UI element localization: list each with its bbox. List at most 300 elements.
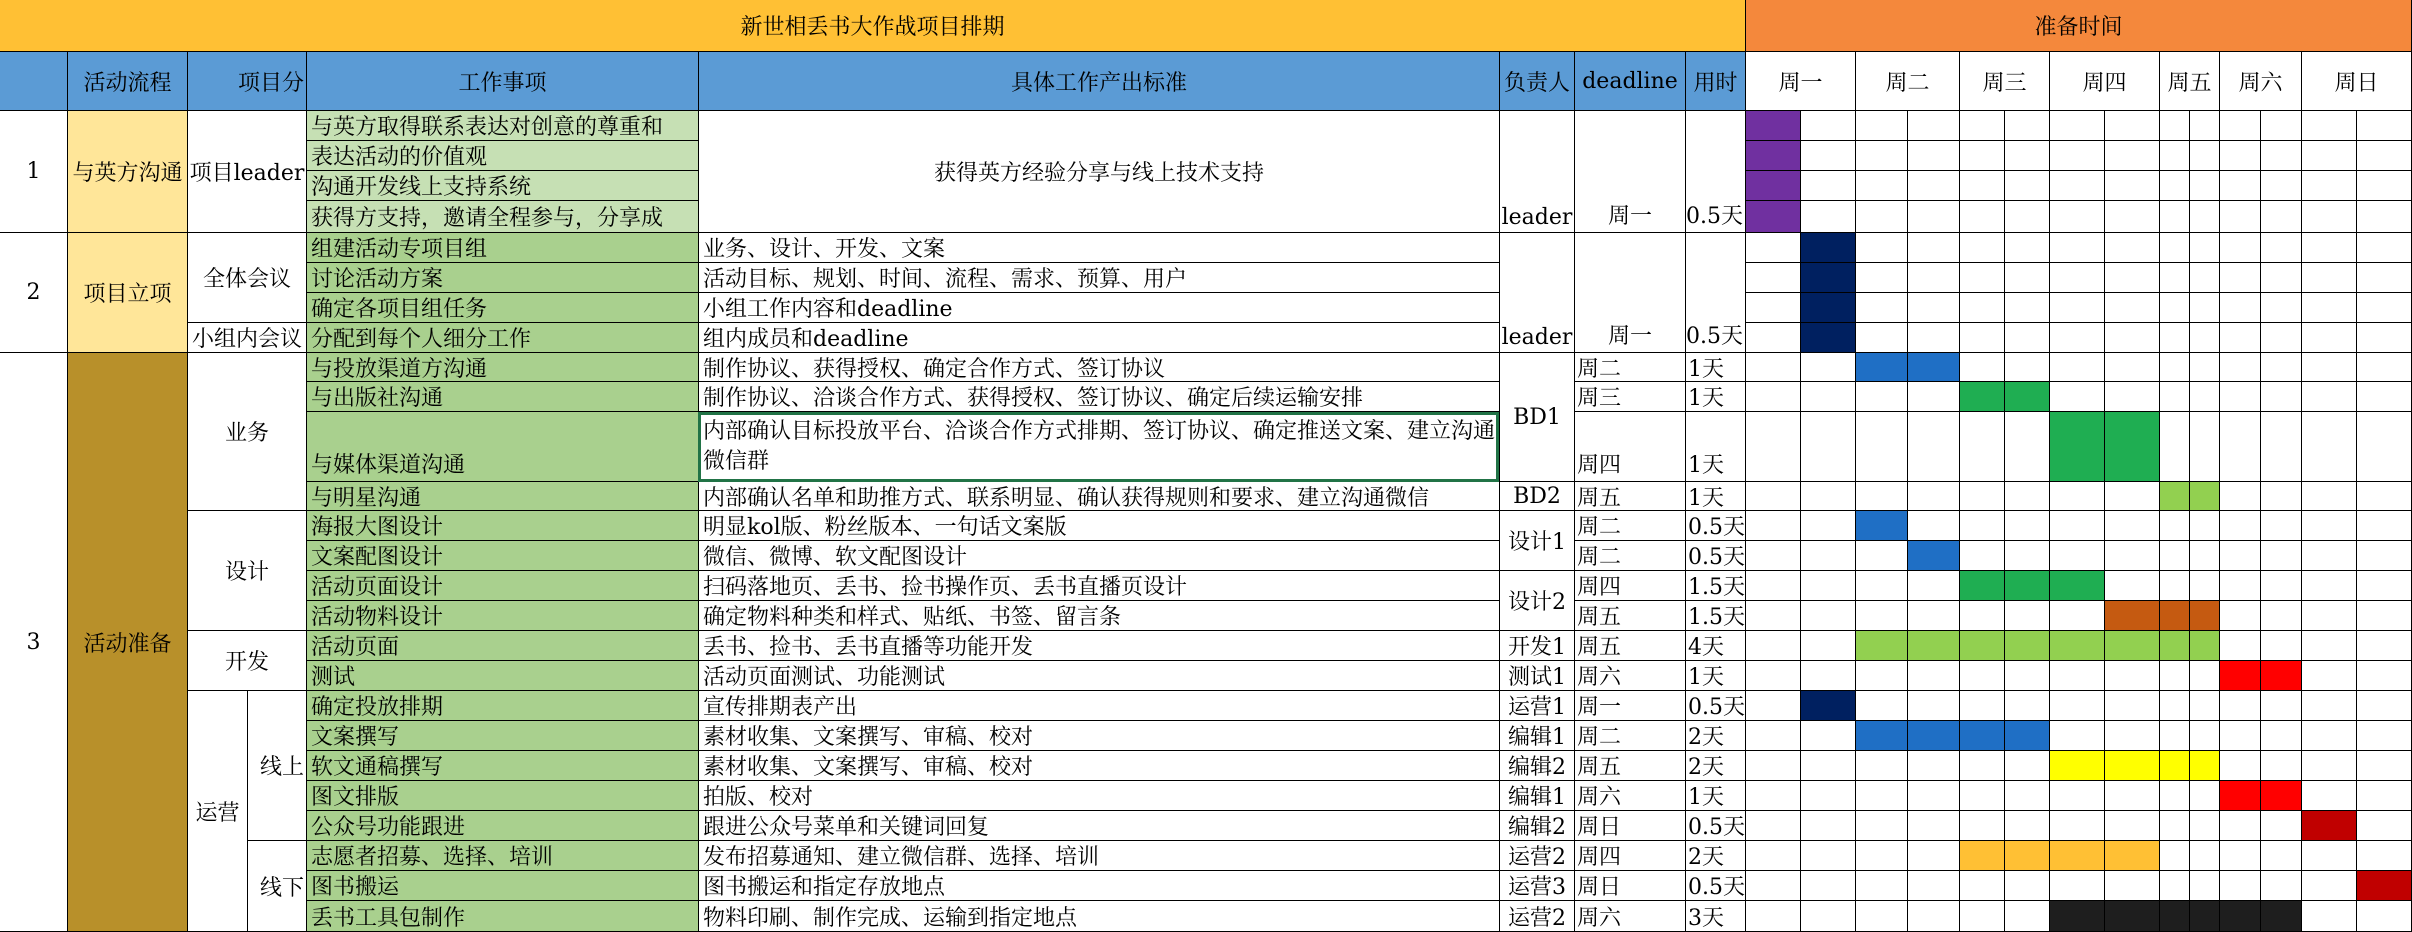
- gantt-bar-row-16[interactable]: [2105, 601, 2160, 631]
- gantt-cell[interactable]: [2105, 353, 2160, 382]
- gantt-cell[interactable]: [2261, 171, 2302, 201]
- header-day-3[interactable]: 周三: [1960, 52, 2050, 111]
- cell-standard-row-7[interactable]: 小组工作内容和deadline: [699, 293, 1500, 323]
- gantt-cell[interactable]: [1908, 382, 1960, 412]
- stage-2-name[interactable]: 项目立项: [68, 233, 188, 353]
- cell-duration-row-9[interactable]: 1天: [1686, 353, 1746, 382]
- cell-standard-row-16[interactable]: 确定物料种类和样式、贴纸、书签、留言条: [699, 601, 1500, 631]
- header-flow[interactable]: 活动流程: [68, 52, 188, 111]
- gantt-cell[interactable]: [1746, 901, 1801, 932]
- gantt-cell[interactable]: [2105, 233, 2160, 263]
- cell-standard-row-12[interactable]: 内部确认名单和助推方式、联系明显、确认获得规则和要求、建立沟通微信: [699, 482, 1500, 511]
- gantt-cell[interactable]: [1960, 323, 2005, 353]
- gantt-cell[interactable]: [2050, 263, 2105, 293]
- gantt-cell[interactable]: [2302, 721, 2357, 751]
- cell-task-row-23[interactable]: 公众号功能跟进: [307, 811, 699, 841]
- cell-standard-row-21[interactable]: 素材收集、文案撰写、审稿、校对: [699, 751, 1500, 781]
- gantt-cell[interactable]: [2357, 541, 2412, 571]
- gantt-cell[interactable]: [2160, 111, 2190, 141]
- gantt-cell[interactable]: [1801, 901, 1856, 932]
- cell-duration-row-26[interactable]: 3天: [1686, 901, 1746, 932]
- gantt-cell[interactable]: [2005, 171, 2050, 201]
- gantt-cell[interactable]: [1908, 571, 1960, 601]
- gantt-cell[interactable]: [2302, 901, 2357, 932]
- cell-task-row-14[interactable]: 文案配图设计: [307, 541, 699, 571]
- gantt-cell[interactable]: [1801, 571, 1856, 601]
- cell-deadline-row-11[interactable]: 周四: [1575, 412, 1686, 482]
- cell-duration-row-10[interactable]: 1天: [1686, 382, 1746, 412]
- gantt-bar-row-11[interactable]: [2105, 412, 2160, 482]
- gantt-cell[interactable]: [1856, 482, 1908, 511]
- gantt-cell[interactable]: [2302, 511, 2357, 541]
- gantt-bar-row-24[interactable]: [2105, 841, 2160, 871]
- gantt-cell[interactable]: [1746, 691, 1801, 721]
- gantt-cell[interactable]: [2302, 751, 2357, 781]
- gantt-cell[interactable]: [2220, 482, 2261, 511]
- gantt-cell[interactable]: [1856, 323, 1908, 353]
- gantt-cell[interactable]: [2357, 323, 2412, 353]
- gantt-cell[interactable]: [2302, 631, 2357, 661]
- cell-owner-row-12[interactable]: BD2: [1500, 482, 1575, 511]
- gantt-cell[interactable]: [2105, 293, 2160, 323]
- gantt-cell[interactable]: [1746, 412, 1801, 482]
- category-business[interactable]: 业务: [188, 353, 307, 511]
- cell-deadline-row-25[interactable]: 周日: [1575, 871, 1686, 901]
- gantt-cell[interactable]: [2105, 661, 2160, 691]
- gantt-cell[interactable]: [1746, 541, 1801, 571]
- cell-task-row-3[interactable]: 沟通开发线上支持系统: [307, 171, 699, 201]
- gantt-bar-row-17[interactable]: [1960, 631, 2005, 661]
- cell-duration-row-25[interactable]: 0.5天: [1686, 871, 1746, 901]
- gantt-cell[interactable]: [2261, 353, 2302, 382]
- gantt-cell[interactable]: [1960, 541, 2005, 571]
- gantt-cell[interactable]: [1960, 751, 2005, 781]
- gantt-cell[interactable]: [2261, 541, 2302, 571]
- stage-1-name[interactable]: 与英方沟通: [68, 111, 188, 233]
- gantt-bar-row-19[interactable]: [1801, 691, 1856, 721]
- gantt-cell[interactable]: [2190, 141, 2220, 171]
- cell-task-row-20[interactable]: 文案撰写: [307, 721, 699, 751]
- cell-owner-row-20[interactable]: 编辑1: [1500, 721, 1575, 751]
- gantt-cell[interactable]: [1856, 201, 1908, 233]
- gantt-cell[interactable]: [1856, 233, 1908, 263]
- gantt-cell[interactable]: [1801, 721, 1856, 751]
- gantt-bar-row-7[interactable]: [1801, 293, 1856, 323]
- gantt-cell[interactable]: [1908, 661, 1960, 691]
- gantt-bar-row-18[interactable]: [2261, 661, 2302, 691]
- gantt-cell[interactable]: [2105, 141, 2160, 171]
- gantt-cell[interactable]: [2220, 111, 2261, 141]
- gantt-cell[interactable]: [1908, 111, 1960, 141]
- cell-owner-row-23[interactable]: 编辑2: [1500, 811, 1575, 841]
- gantt-cell[interactable]: [2050, 811, 2105, 841]
- gantt-cell[interactable]: [1746, 601, 1801, 631]
- gantt-cell[interactable]: [2005, 871, 2050, 901]
- gantt-cell[interactable]: [2105, 811, 2160, 841]
- gantt-bar-row-23[interactable]: [2302, 811, 2357, 841]
- cell-duration-row-15[interactable]: 1.5天: [1686, 571, 1746, 601]
- gantt-cell[interactable]: [2005, 901, 2050, 932]
- gantt-cell[interactable]: [2302, 171, 2357, 201]
- gantt-cell[interactable]: [2302, 293, 2357, 323]
- gantt-cell[interactable]: [1801, 871, 1856, 901]
- gantt-bar-row-1[interactable]: [1746, 111, 1801, 141]
- gantt-cell[interactable]: [1801, 631, 1856, 661]
- gantt-cell[interactable]: [1801, 482, 1856, 511]
- gantt-cell[interactable]: [2190, 871, 2220, 901]
- cell-task-row-2[interactable]: 表达活动的价值观: [307, 141, 699, 171]
- gantt-cell[interactable]: [2220, 631, 2261, 661]
- cell-duration-row-23[interactable]: 0.5天: [1686, 811, 1746, 841]
- gantt-cell[interactable]: [1856, 841, 1908, 871]
- gantt-cell[interactable]: [2190, 661, 2220, 691]
- gantt-cell[interactable]: [2190, 293, 2220, 323]
- gantt-cell[interactable]: [2357, 661, 2412, 691]
- cell-deadline-row-9[interactable]: 周二: [1575, 353, 1686, 382]
- gantt-bar-row-26[interactable]: [2160, 901, 2190, 932]
- gantt-cell[interactable]: [2105, 111, 2160, 141]
- header-day-7[interactable]: 周日: [2302, 52, 2412, 111]
- cell-task-row-11[interactable]: 与媒体渠道沟通: [307, 412, 699, 482]
- gantt-bar-row-20[interactable]: [2005, 721, 2050, 751]
- gantt-cell[interactable]: [2160, 293, 2190, 323]
- gantt-cell[interactable]: [1746, 871, 1801, 901]
- gantt-bar-row-14[interactable]: [1908, 541, 1960, 571]
- gantt-cell[interactable]: [2160, 201, 2190, 233]
- gantt-cell[interactable]: [2190, 263, 2220, 293]
- header-duration[interactable]: 用时: [1686, 52, 1746, 111]
- gantt-cell[interactable]: [2105, 721, 2160, 751]
- gantt-cell[interactable]: [1746, 482, 1801, 511]
- gantt-bar-row-22[interactable]: [2220, 781, 2261, 811]
- gantt-cell[interactable]: [2190, 201, 2220, 233]
- cell-task-row-13[interactable]: 海报大图设计: [307, 511, 699, 541]
- cell-task-row-24[interactable]: 志愿者招募、选择、培训: [307, 841, 699, 871]
- gantt-bar-row-21[interactable]: [2190, 751, 2220, 781]
- gantt-cell[interactable]: [2220, 841, 2261, 871]
- gantt-cell[interactable]: [2050, 541, 2105, 571]
- gantt-cell[interactable]: [1960, 412, 2005, 482]
- deadline-leader-1[interactable]: 周一: [1575, 111, 1686, 233]
- gantt-cell[interactable]: [2190, 571, 2220, 601]
- cell-task-row-15[interactable]: 活动页面设计: [307, 571, 699, 601]
- gantt-cell[interactable]: [2220, 353, 2261, 382]
- cell-standard-row-25[interactable]: 图书搬运和指定存放地点: [699, 871, 1500, 901]
- gantt-cell[interactable]: [2050, 871, 2105, 901]
- category-all-meeting[interactable]: 全体会议: [188, 233, 307, 323]
- duration-leader-1[interactable]: 0.5天: [1686, 111, 1746, 233]
- gantt-cell[interactable]: [2190, 353, 2220, 382]
- gantt-cell[interactable]: [2005, 323, 2050, 353]
- gantt-cell[interactable]: [1908, 511, 1960, 541]
- gantt-cell[interactable]: [2190, 323, 2220, 353]
- gantt-bar-row-13[interactable]: [1856, 511, 1908, 541]
- header-day-6[interactable]: 周六: [2220, 52, 2302, 111]
- gantt-cell[interactable]: [1908, 201, 1960, 233]
- gantt-cell[interactable]: [2105, 323, 2160, 353]
- gantt-cell[interactable]: [2105, 541, 2160, 571]
- gantt-bar-row-17[interactable]: [2005, 631, 2050, 661]
- cell-task-row-19[interactable]: 确定投放排期: [307, 691, 699, 721]
- cell-task-row-25[interactable]: 图书搬运: [307, 871, 699, 901]
- gantt-cell[interactable]: [2261, 482, 2302, 511]
- cell-task-row-26[interactable]: 丢书工具包制作: [307, 901, 699, 932]
- cell-deadline-row-20[interactable]: 周二: [1575, 721, 1686, 751]
- gantt-cell[interactable]: [2261, 631, 2302, 661]
- header-day-5[interactable]: 周五: [2160, 52, 2220, 111]
- gantt-cell[interactable]: [2050, 141, 2105, 171]
- gantt-cell[interactable]: [2302, 691, 2357, 721]
- gantt-bar-row-12[interactable]: [2190, 482, 2220, 511]
- duration-leader-2[interactable]: 0.5天: [1686, 233, 1746, 353]
- gantt-cell[interactable]: [2220, 511, 2261, 541]
- gantt-cell[interactable]: [2160, 541, 2190, 571]
- gantt-cell[interactable]: [2160, 691, 2190, 721]
- gantt-cell[interactable]: [2005, 201, 2050, 233]
- cell-standard-row-10[interactable]: 制作协议、洽谈合作方式、获得授权、签订协议、确定后续运输安排: [699, 382, 1500, 412]
- cell-deadline-row-19[interactable]: 周一: [1575, 691, 1686, 721]
- cell-task-row-10[interactable]: 与出版社沟通: [307, 382, 699, 412]
- gantt-cell[interactable]: [2357, 353, 2412, 382]
- gantt-cell[interactable]: [1856, 141, 1908, 171]
- cell-deadline-row-26[interactable]: 周六: [1575, 901, 1686, 932]
- gantt-cell[interactable]: [2005, 233, 2050, 263]
- gantt-cell[interactable]: [2261, 841, 2302, 871]
- gantt-cell[interactable]: [1960, 482, 2005, 511]
- gantt-bar-row-24[interactable]: [1960, 841, 2005, 871]
- gantt-cell[interactable]: [1960, 263, 2005, 293]
- gantt-cell[interactable]: [2220, 571, 2261, 601]
- gantt-cell[interactable]: [2220, 871, 2261, 901]
- gantt-cell[interactable]: [2357, 721, 2412, 751]
- gantt-cell[interactable]: [2160, 171, 2190, 201]
- gantt-bar-row-22[interactable]: [2261, 781, 2302, 811]
- gantt-cell[interactable]: [1960, 691, 2005, 721]
- gantt-bar-row-11[interactable]: [2050, 412, 2105, 482]
- gantt-bar-row-12[interactable]: [2160, 482, 2190, 511]
- gantt-cell[interactable]: [1801, 141, 1856, 171]
- gantt-cell[interactable]: [2160, 571, 2190, 601]
- cell-deadline-row-22[interactable]: 周六: [1575, 781, 1686, 811]
- gantt-cell[interactable]: [2160, 511, 2190, 541]
- gantt-cell[interactable]: [1856, 661, 1908, 691]
- cell-deadline-row-15[interactable]: 周四: [1575, 571, 1686, 601]
- gantt-cell[interactable]: [1908, 781, 1960, 811]
- gantt-bar-row-17[interactable]: [2160, 631, 2190, 661]
- gantt-cell[interactable]: [2050, 111, 2105, 141]
- gantt-cell[interactable]: [2302, 382, 2357, 412]
- gantt-cell[interactable]: [2261, 511, 2302, 541]
- gantt-cell[interactable]: [2160, 661, 2190, 691]
- gantt-cell[interactable]: [2190, 511, 2220, 541]
- gantt-bar-row-2[interactable]: [1746, 141, 1801, 171]
- gantt-cell[interactable]: [2050, 353, 2105, 382]
- gantt-bar-row-17[interactable]: [2105, 631, 2160, 661]
- gantt-cell[interactable]: [2190, 811, 2220, 841]
- gantt-cell[interactable]: [1908, 482, 1960, 511]
- gantt-cell[interactable]: [2220, 323, 2261, 353]
- gantt-cell[interactable]: [1908, 233, 1960, 263]
- gantt-cell[interactable]: [2302, 482, 2357, 511]
- gantt-cell[interactable]: [1908, 901, 1960, 932]
- header-owner[interactable]: 负责人: [1500, 52, 1575, 111]
- gantt-cell[interactable]: [2050, 382, 2105, 412]
- gantt-cell[interactable]: [2357, 811, 2412, 841]
- cell-duration-row-13[interactable]: 0.5天: [1686, 511, 1746, 541]
- gantt-cell[interactable]: [2105, 171, 2160, 201]
- category-group-meeting[interactable]: 小组内会议: [188, 323, 307, 353]
- gantt-bar-row-16[interactable]: [2190, 601, 2220, 631]
- gantt-cell[interactable]: [1856, 111, 1908, 141]
- gantt-cell[interactable]: [1908, 751, 1960, 781]
- gantt-cell[interactable]: [2302, 601, 2357, 631]
- stage-2-number[interactable]: 2: [0, 233, 68, 353]
- gantt-cell[interactable]: [2160, 412, 2190, 482]
- cell-duration-row-11[interactable]: 1天: [1686, 412, 1746, 482]
- gantt-cell[interactable]: [2261, 571, 2302, 601]
- cell-owner-row-22[interactable]: 编辑1: [1500, 781, 1575, 811]
- prep-time-header[interactable]: 准备时间: [1746, 0, 2412, 52]
- gantt-cell[interactable]: [1960, 661, 2005, 691]
- gantt-cell[interactable]: [1746, 811, 1801, 841]
- gantt-cell[interactable]: [2220, 171, 2261, 201]
- gantt-bar-row-15[interactable]: [2050, 571, 2105, 601]
- cell-standard-row-5[interactable]: 业务、设计、开发、文案: [699, 233, 1500, 263]
- gantt-cell[interactable]: [2190, 541, 2220, 571]
- owner-design2[interactable]: 设计2: [1500, 571, 1575, 631]
- gantt-cell[interactable]: [2220, 263, 2261, 293]
- cell-task-row-7[interactable]: 确定各项目组任务: [307, 293, 699, 323]
- gantt-cell[interactable]: [2357, 201, 2412, 233]
- project-title[interactable]: 新世相丢书大作战项目排期: [0, 0, 1746, 52]
- gantt-cell[interactable]: [2190, 841, 2220, 871]
- gantt-cell[interactable]: [2357, 412, 2412, 482]
- gantt-cell[interactable]: [1856, 901, 1908, 932]
- gantt-bar-row-20[interactable]: [1908, 721, 1960, 751]
- gantt-cell[interactable]: [2050, 171, 2105, 201]
- category-offline[interactable]: 线下: [248, 841, 307, 932]
- cell-deadline-row-23[interactable]: 周日: [1575, 811, 1686, 841]
- cell-task-row-21[interactable]: 软文通稿撰写: [307, 751, 699, 781]
- stage-1-standard[interactable]: 获得英方经验分享与线上技术支持: [699, 111, 1500, 233]
- gantt-cell[interactable]: [2357, 841, 2412, 871]
- gantt-cell[interactable]: [1908, 691, 1960, 721]
- gantt-cell[interactable]: [1801, 841, 1856, 871]
- gantt-cell[interactable]: [1856, 871, 1908, 901]
- gantt-cell[interactable]: [2302, 661, 2357, 691]
- gantt-cell[interactable]: [1960, 201, 2005, 233]
- gantt-cell[interactable]: [2220, 691, 2261, 721]
- gantt-cell[interactable]: [1908, 871, 1960, 901]
- gantt-bar-row-3[interactable]: [1746, 171, 1801, 201]
- cell-task-row-16[interactable]: 活动物料设计: [307, 601, 699, 631]
- gantt-cell[interactable]: [2357, 233, 2412, 263]
- gantt-cell[interactable]: [2261, 111, 2302, 141]
- gantt-cell[interactable]: [2190, 691, 2220, 721]
- deadline-leader-2[interactable]: 周一: [1575, 233, 1686, 353]
- gantt-cell[interactable]: [2005, 111, 2050, 141]
- gantt-cell[interactable]: [2302, 571, 2357, 601]
- cell-standard-row-19[interactable]: 宣传排期表产出: [699, 691, 1500, 721]
- cell-deadline-row-18[interactable]: 周六: [1575, 661, 1686, 691]
- gantt-cell[interactable]: [2005, 482, 2050, 511]
- gantt-cell[interactable]: [2005, 293, 2050, 323]
- cell-standard-row-24[interactable]: 发布招募通知、建立微信群、选择、培训: [699, 841, 1500, 871]
- cell-deadline-row-14[interactable]: 周二: [1575, 541, 1686, 571]
- gantt-cell[interactable]: [2190, 382, 2220, 412]
- gantt-cell[interactable]: [2261, 141, 2302, 171]
- gantt-cell[interactable]: [2005, 601, 2050, 631]
- gantt-cell[interactable]: [2190, 781, 2220, 811]
- gantt-cell[interactable]: [2261, 233, 2302, 263]
- cell-standard-row-20[interactable]: 素材收集、文案撰写、审稿、校对: [699, 721, 1500, 751]
- cell-task-row-22[interactable]: 图文排版: [307, 781, 699, 811]
- gantt-cell[interactable]: [1908, 141, 1960, 171]
- cell-deadline-row-21[interactable]: 周五: [1575, 751, 1686, 781]
- gantt-cell[interactable]: [2220, 201, 2261, 233]
- gantt-cell[interactable]: [2220, 412, 2261, 482]
- gantt-bar-row-26[interactable]: [2261, 901, 2302, 932]
- gantt-cell[interactable]: [1801, 601, 1856, 631]
- gantt-cell[interactable]: [2220, 601, 2261, 631]
- gantt-cell[interactable]: [2160, 353, 2190, 382]
- cell-standard-row-26[interactable]: 物料印刷、制作完成、运输到指定地点: [699, 901, 1500, 932]
- gantt-cell[interactable]: [2190, 111, 2220, 141]
- gantt-cell[interactable]: [1856, 412, 1908, 482]
- cell-task-row-6[interactable]: 讨论活动方案: [307, 263, 699, 293]
- gantt-cell[interactable]: [2050, 781, 2105, 811]
- gantt-cell[interactable]: [1856, 171, 1908, 201]
- gantt-cell[interactable]: [2302, 871, 2357, 901]
- gantt-cell[interactable]: [2050, 661, 2105, 691]
- gantt-cell[interactable]: [2105, 781, 2160, 811]
- gantt-cell[interactable]: [2261, 721, 2302, 751]
- gantt-cell[interactable]: [2160, 141, 2190, 171]
- gantt-cell[interactable]: [2005, 541, 2050, 571]
- owner-bd1[interactable]: BD1: [1500, 353, 1575, 482]
- cell-duration-row-20[interactable]: 2天: [1686, 721, 1746, 751]
- cell-task-row-1[interactable]: 与英方取得联系表达对创意的尊重和: [307, 111, 699, 141]
- gantt-cell[interactable]: [2050, 482, 2105, 511]
- gantt-cell[interactable]: [2302, 323, 2357, 353]
- owner-leader-1[interactable]: leader: [1500, 111, 1575, 233]
- gantt-cell[interactable]: [2357, 482, 2412, 511]
- gantt-cell[interactable]: [1908, 412, 1960, 482]
- cell-duration-row-16[interactable]: 1.5天: [1686, 601, 1746, 631]
- gantt-cell[interactable]: [1801, 353, 1856, 382]
- gantt-cell[interactable]: [1856, 601, 1908, 631]
- gantt-cell[interactable]: [2302, 353, 2357, 382]
- gantt-cell[interactable]: [1856, 382, 1908, 412]
- gantt-cell[interactable]: [2220, 293, 2261, 323]
- gantt-bar-row-21[interactable]: [2105, 751, 2160, 781]
- gantt-cell[interactable]: [1908, 323, 1960, 353]
- gantt-cell[interactable]: [1856, 541, 1908, 571]
- gantt-cell[interactable]: [2190, 412, 2220, 482]
- cell-deadline-row-10[interactable]: 周三: [1575, 382, 1686, 412]
- gantt-cell[interactable]: [1746, 353, 1801, 382]
- gantt-cell[interactable]: [2261, 601, 2302, 631]
- gantt-cell[interactable]: [2261, 293, 2302, 323]
- cell-standard-row-6[interactable]: 活动目标、规划、时间、流程、需求、预算、用户: [699, 263, 1500, 293]
- gantt-cell[interactable]: [1908, 841, 1960, 871]
- gantt-cell[interactable]: [1746, 511, 1801, 541]
- gantt-cell[interactable]: [2050, 511, 2105, 541]
- gantt-bar-row-16[interactable]: [2160, 601, 2190, 631]
- gantt-bar-row-20[interactable]: [1856, 721, 1908, 751]
- gantt-cell[interactable]: [2160, 382, 2190, 412]
- gantt-cell[interactable]: [1801, 171, 1856, 201]
